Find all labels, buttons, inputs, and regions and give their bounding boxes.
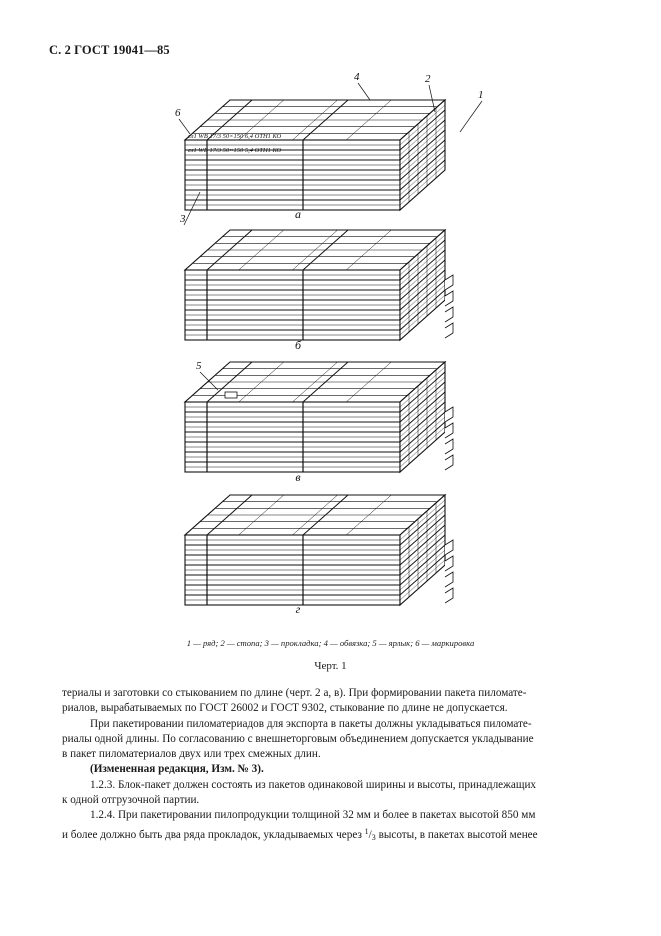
clause-1-2-4-line1: 1.2.4. При пакетировании пилопродукции толщиной 32 мм и более в пакетах высотой 850 мм — [90, 809, 536, 822]
callout-6: 6 — [175, 107, 181, 119]
callout-3: 3 — [180, 213, 186, 225]
clause-1-2-4-text-end: высоты, в пакетах высотой менее — [378, 828, 538, 841]
variant-label-1: а — [295, 207, 301, 221]
export-paragraph-line3: в пакет пиломатериалов двух или трех смежных длин. — [62, 748, 321, 761]
variant-label-3: в — [295, 470, 301, 484]
fraction-denominator: 3 — [371, 832, 376, 842]
paragraph-continuation-line2: риалов, вырабатываемых по ГОСТ 26002 и ГОСТ 9302, стыкование по длине не допускается. — [62, 702, 508, 715]
package-b — [185, 230, 453, 340]
page-header: С. 2 ГОСТ 19041—85 — [49, 43, 170, 57]
package-v — [185, 362, 453, 472]
figure-caption: Черт. 1 — [314, 660, 347, 672]
amendment-note: (Измененная редакция, Изм. № 3). — [90, 763, 264, 776]
body-text — [62, 686, 601, 845]
fraction-numerator: 1 — [364, 826, 369, 836]
callout-2: 2 — [425, 73, 431, 85]
callout-5: 5 — [196, 360, 202, 372]
variant-label-4: г — [295, 602, 301, 616]
clause-1-2-3-line1: 1.2.3. Блок-пакет должен состоять из пакетов одинаковой ширины и высоты, принадлежащих — [90, 778, 537, 791]
callout-1: 1 — [478, 89, 484, 101]
export-paragraph-line1: При пакетировании пиломатериадов для экспорта в пакеты должны укладываться пиломате- — [90, 717, 532, 730]
clause-1-2-4-text: и более должно быть два ряда прокладок, укладываемых через — [62, 828, 362, 841]
lumber-package-drawing — [170, 72, 500, 617]
clause-1-2-4-line2: и более должно быть два ряда прокладок, укладываемых через $^1$/3 высоты, в пакетах высотой менее — [62, 826, 538, 842]
clause-1-2-3-line2: к одной отгрузочной партии. — [62, 794, 200, 807]
marking-text-top: ел1 WB 17/3 50×150 6,4 ОТН1 КО — [188, 133, 282, 140]
callout-4: 4 — [354, 72, 360, 83]
export-paragraph-line2: риалы одной длины. По согласованию с внешнеторговым объединением допускается укладывание — [62, 732, 534, 745]
paragraph-continuation-line1: териалы и заготовки со стыкованием по длине (черт. 2 а, в). При формировании пакета пиломате- — [62, 687, 527, 699]
label-tag — [225, 392, 237, 398]
package-g — [185, 495, 453, 605]
figure-legend: 1 — ряд; 2 — стопа; 3 — прокладка; 4 — обвязка; 5 — ярлык; 6 — маркировка — [186, 638, 475, 648]
variant-label-2: б — [294, 338, 302, 352]
package-a — [185, 100, 445, 210]
marking-text-front: ел1 WB 17/3 50×150 5,4 ОТН1 КО — [188, 147, 282, 154]
